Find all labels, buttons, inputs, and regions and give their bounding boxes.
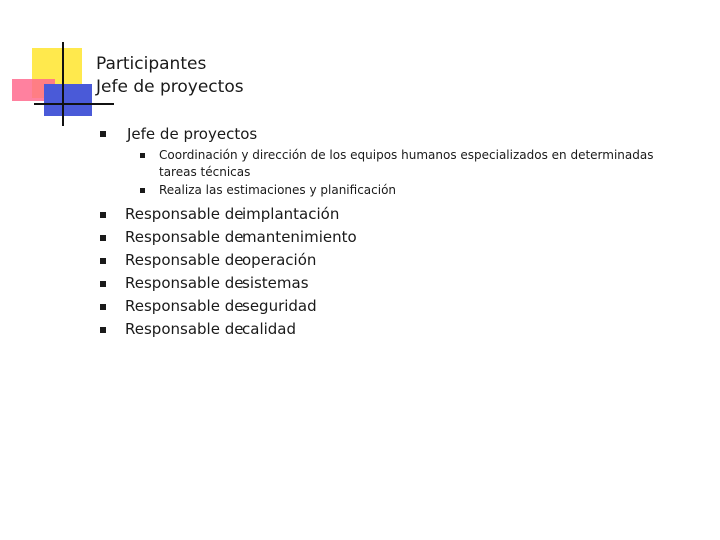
decor-horizontal-line [34, 103, 114, 105]
list-item [125, 227, 357, 247]
bullet-square-icon [100, 212, 106, 218]
role-prefix: Responsable de [125, 274, 244, 292]
list-item [125, 296, 317, 316]
role-prefix: Responsable de [125, 320, 244, 338]
decor-blue-square [44, 84, 92, 116]
main-bullet-text: Jefe de proyectos [127, 125, 258, 143]
list-item [125, 250, 316, 270]
role-prefix: Responsable de [125, 228, 244, 246]
role-area: calidad [242, 320, 297, 338]
bullet-square-icon [140, 153, 145, 158]
bullet-square-icon [100, 281, 106, 287]
list-item [125, 204, 339, 224]
title-line-2: Jefe de proyectos [96, 77, 244, 97]
bullet-square-icon [100, 235, 106, 241]
slide-title [96, 53, 244, 99]
bullet-square-icon [140, 188, 145, 193]
decor-vertical-line [62, 42, 64, 126]
title-line-1: Participantes [96, 54, 207, 74]
sub-bullet-text: Realiza las estimaciones y planificación [159, 183, 397, 197]
role-area: operación [242, 251, 317, 269]
role-area: seguridad [242, 297, 317, 315]
role-prefix: Responsable de [125, 205, 244, 223]
role-area: implantación [242, 205, 340, 223]
bullet-square-icon [100, 327, 106, 333]
bullet-square-icon [100, 258, 106, 264]
sub-bullet-text-continued: tareas técnicas [159, 165, 251, 179]
sub-bullet-text: Coordinación y dirección de los equipos humanos especializados en determinadas [159, 148, 654, 162]
bullet-square-icon [100, 304, 106, 310]
role-area: mantenimiento [242, 228, 357, 246]
list-item [125, 319, 296, 339]
list-item [125, 273, 309, 293]
role-prefix: Responsable de [125, 297, 244, 315]
role-prefix: Responsable de [125, 251, 244, 269]
role-area: sistemas [242, 274, 309, 292]
bullet-square-icon [100, 131, 106, 137]
